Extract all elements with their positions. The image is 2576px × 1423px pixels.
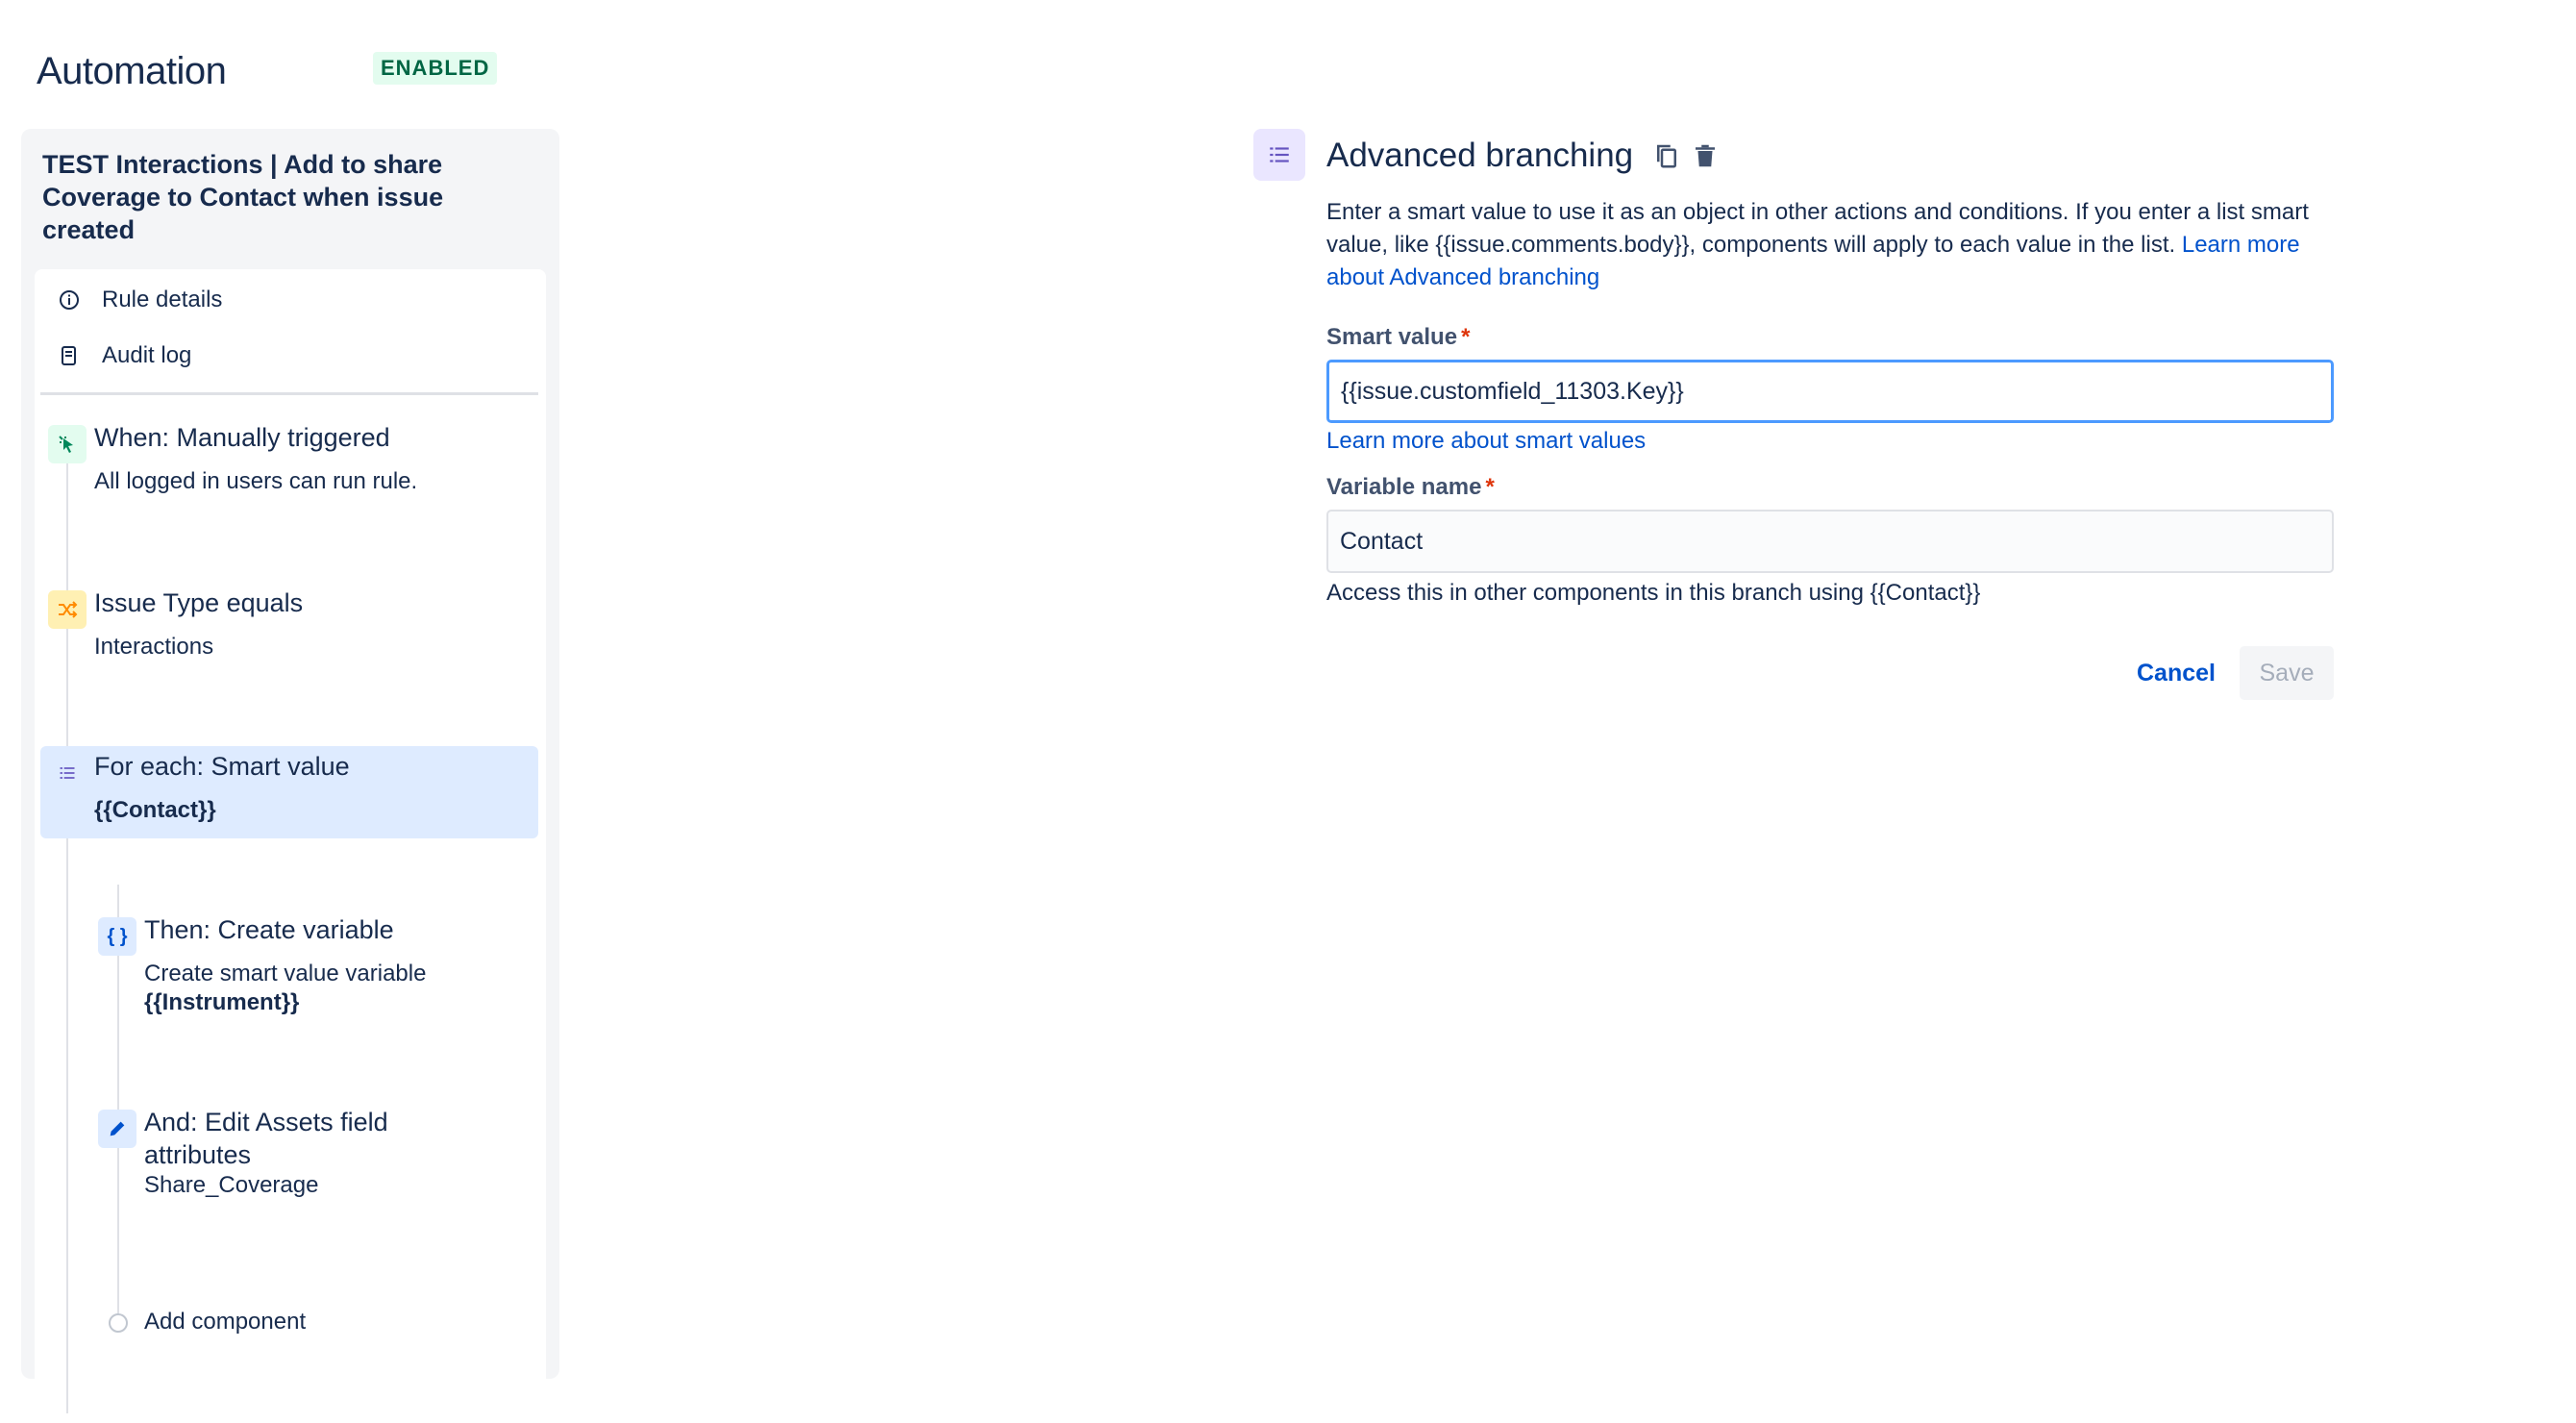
rule-details-link[interactable]: [58, 281, 222, 319]
list-icon: [48, 754, 87, 792]
audit-log-label: Audit log: [102, 342, 192, 368]
component-subtitle: Create smart value variable: [144, 961, 427, 986]
component-title: And: Edit Assets field attributes: [144, 1108, 388, 1169]
smart-value-input[interactable]: [1326, 360, 2334, 423]
circle-icon: [109, 1313, 128, 1333]
status-badge: ENABLED: [373, 52, 497, 85]
variable-name-help: Access this in other components in this branch using {{Contact}}: [1326, 580, 1981, 606]
delete-button[interactable]: [1688, 138, 1722, 173]
description-text: Enter a smart value to use it as an object in other actions and conditions. If you enter a list smart value, like {{issue.comments.body}}, components will apply to each value in the list.: [1326, 199, 2309, 258]
rule-components-card: [35, 269, 546, 1423]
copy-button[interactable]: [1649, 138, 1684, 173]
page-title: Automation: [37, 50, 227, 92]
component-create-variable[interactable]: [40, 910, 538, 1035]
shuffle-icon: [48, 590, 87, 629]
variable-name-label-text: Variable name: [1326, 474, 1482, 500]
trash-icon: [1691, 141, 1720, 170]
component-subtitle: Share_Coverage: [144, 1172, 319, 1198]
add-component-label: Add component: [144, 1309, 307, 1335]
list-icon: [1253, 129, 1305, 181]
cursor-click-icon: [48, 425, 87, 463]
component-title: When: Manually triggered: [94, 423, 390, 452]
required-indicator: *: [1485, 474, 1495, 500]
learn-more-branching-link[interactable]: Learn more about Advanced branching: [1326, 232, 2300, 290]
save-button[interactable]: Save: [2240, 646, 2334, 700]
panel-title: Advanced branching: [1326, 137, 1634, 174]
component-subtitle-variable: {{Instrument}}: [144, 989, 300, 1015]
component-branch-selected[interactable]: [40, 746, 538, 838]
required-indicator: *: [1461, 324, 1471, 350]
panel-description: [1326, 196, 2326, 294]
add-component-button[interactable]: [40, 1300, 538, 1344]
learn-more-smart-values-link[interactable]: Learn more about smart values: [1326, 428, 1647, 454]
component-title: For each: Smart value: [94, 752, 350, 781]
variable-name-input[interactable]: [1326, 510, 2334, 573]
copy-icon: [1652, 141, 1681, 170]
info-icon: [58, 288, 81, 312]
component-subtitle: All logged in users can run rule.: [94, 468, 418, 494]
rule-name: TEST Interactions | Add to share Coverage to Contact when issue created: [42, 150, 444, 244]
component-edit-assets[interactable]: [40, 1102, 538, 1217]
component-subtitle: Interactions: [94, 634, 214, 660]
variable-name-label: [1326, 473, 1495, 502]
cancel-button[interactable]: Cancel: [2122, 646, 2230, 700]
audit-log-link[interactable]: [58, 337, 191, 375]
smart-value-label: [1326, 323, 1470, 352]
component-title: Issue Type equals: [94, 588, 304, 617]
divider: [40, 392, 538, 395]
component-subtitle: {{Contact}}: [94, 797, 216, 823]
pencil-icon: [98, 1110, 136, 1148]
component-trigger[interactable]: [40, 417, 538, 523]
rule-sidebar: [21, 129, 559, 1379]
braces-icon: { }: [98, 917, 136, 956]
document-icon: [58, 344, 81, 367]
rule-details-label: Rule details: [102, 287, 223, 312]
smart-value-label-text: Smart value: [1326, 324, 1458, 350]
component-condition[interactable]: [40, 583, 538, 688]
component-title: Then: Create variable: [144, 915, 394, 944]
